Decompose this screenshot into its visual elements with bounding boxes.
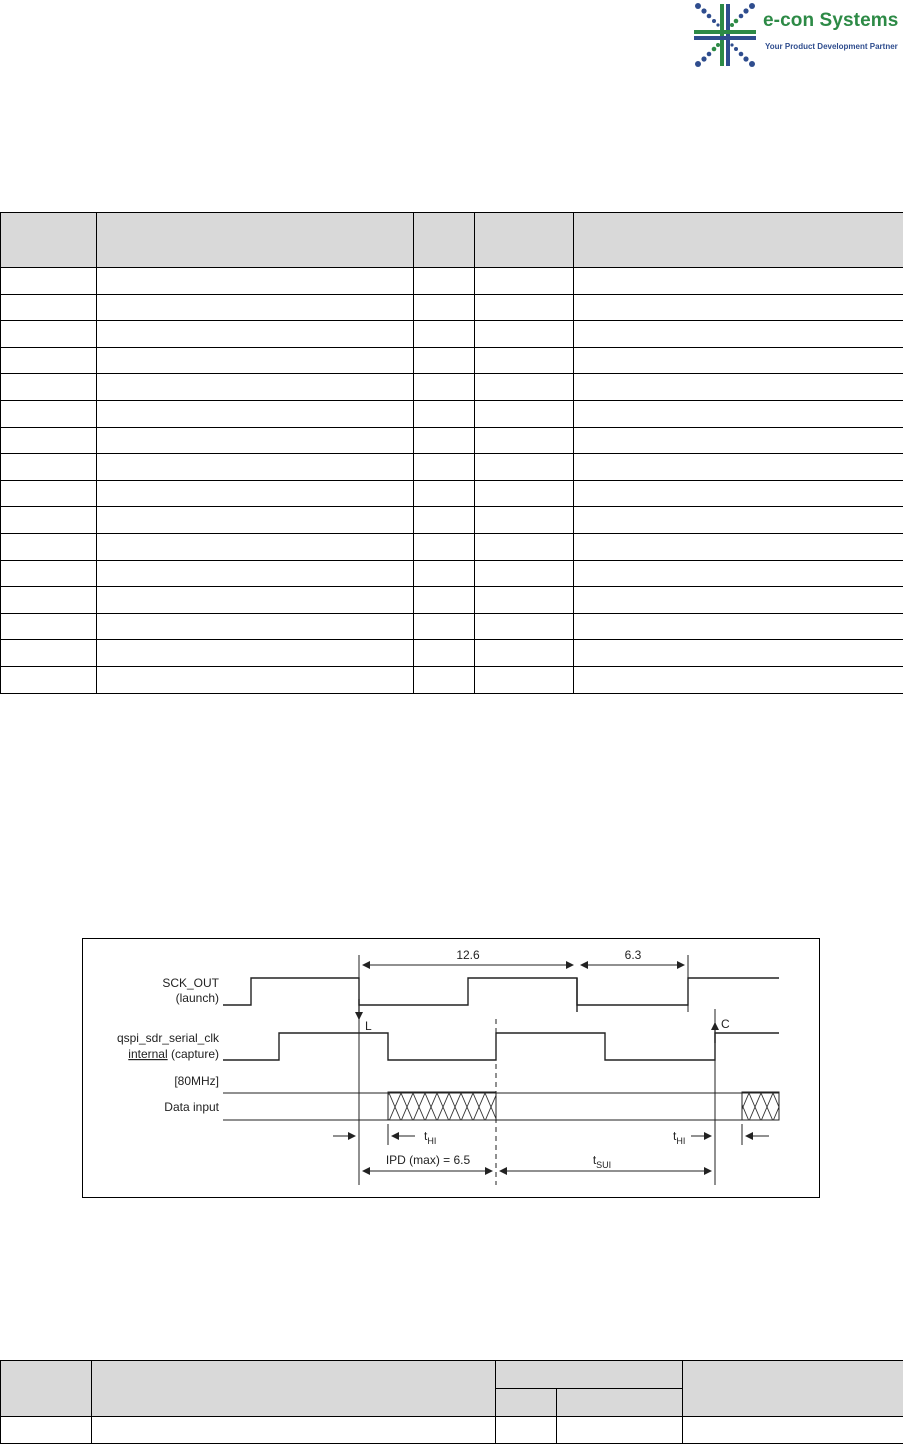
table1-cell [414,587,475,614]
table1-cell [1,321,97,348]
tsui-sub: SUI [596,1160,612,1170]
table1-row [1,640,903,667]
table1-cell [414,533,475,560]
table1-row [1,268,903,295]
table2-cell [92,1417,496,1444]
table1-cell [574,666,903,693]
table1-cell [1,480,97,507]
table1-row [1,533,903,560]
table1-cell [1,640,97,667]
table1-row [1,587,903,614]
table1-cell [1,427,97,454]
table1-cell [97,427,414,454]
table1-row [1,507,903,534]
table1-cell [414,268,475,295]
table1-cell [475,374,574,401]
thi-1-sub: HI [427,1136,437,1146]
table1-cell [414,294,475,321]
table1-cell [475,321,574,348]
table1-cell [1,666,97,693]
table2-row [1,1417,903,1444]
tsui-label [593,1153,611,1170]
table1-row [1,374,903,401]
table1-cell [97,268,414,295]
table1-cell [97,321,414,348]
table1-cell [574,587,903,614]
table1-cell [475,507,574,534]
table2-header-cell [92,1361,496,1417]
table1-cell [475,666,574,693]
table1-cell [475,640,574,667]
table1-row [1,400,903,427]
table1-header-cell [1,213,97,268]
table1-cell [1,374,97,401]
logo-mark-icon [692,2,758,68]
sck-out-waveform [223,978,779,1005]
internal-clk-sublabel [128,1047,219,1061]
table2-header-group-cell [496,1361,683,1389]
table1-cell [574,560,903,587]
timing-diagram [82,938,820,1198]
data-valid-window-2 [742,1092,779,1120]
table1-row [1,666,903,693]
tsui-main: t [592,1153,597,1167]
internal-clk-waveform [223,1033,779,1060]
table1-row [1,347,903,374]
thi-2-label [673,1129,685,1146]
table2-header-cell [1,1361,92,1417]
table2-subheader-cell [496,1389,557,1417]
table1-header-cell [97,213,414,268]
table1-cell [574,640,903,667]
table1-cell [97,507,414,534]
company-logo [692,2,903,68]
table1-cell [97,640,414,667]
table1-cell [1,400,97,427]
table1-cell [574,533,903,560]
table1-cell [574,427,903,454]
table1-cell [574,347,903,374]
table1-cell [97,347,414,374]
internal-clk-label: qspi_sdr_serial_clk [116,1031,219,1045]
table1-cell [414,480,475,507]
table2-subheader-cell [557,1389,683,1417]
table1-cell [414,427,475,454]
table1-cell [574,321,903,348]
half-label: 6.3 [624,948,642,962]
table1-cell [475,427,574,454]
table1-cell [1,454,97,481]
period-label: 12.6 [456,948,480,962]
table1-cell [414,560,475,587]
table1-cell [475,613,574,640]
table1-cell [1,347,97,374]
table1-row [1,560,903,587]
ipd-label: IPD (max) = 6.5 [385,1153,471,1167]
freq-label: [80MHz] [174,1074,219,1088]
table1-cell [1,294,97,321]
timing-diagram-svg [83,939,821,1199]
table1-cell [475,454,574,481]
table1-cell [574,507,903,534]
table1-row [1,454,903,481]
pin-table [0,212,903,694]
table1-cell [475,294,574,321]
table1-cell [97,666,414,693]
table1-cell [414,666,475,693]
table1-cell [475,480,574,507]
table1-header-cell [414,213,475,268]
table1-cell [475,268,574,295]
table1-cell [475,560,574,587]
launch-marker: L [365,1019,372,1033]
table1-cell [97,400,414,427]
table1-cell [475,400,574,427]
table1-cell [1,613,97,640]
table2-cell [683,1417,903,1444]
table2-header-cell [683,1361,903,1417]
table1-cell [414,454,475,481]
table2-cell [1,1417,92,1444]
table1-cell [97,560,414,587]
capture-text: (capture) [167,1047,219,1061]
thi-2-sub: HI [676,1136,686,1146]
company-tagline: Your Product Development Partner [765,42,898,51]
sck-out-label: SCK_OUT [162,976,219,990]
table1-cell [414,347,475,374]
table1-cell [475,533,574,560]
table1-header-cell [574,213,903,268]
table1-cell [414,613,475,640]
table1-cell [414,400,475,427]
table1-cell [574,613,903,640]
table1-row [1,294,903,321]
table1-cell [97,533,414,560]
internal-underlined: internal [128,1047,168,1061]
table1-cell [574,374,903,401]
sck-out-sublabel: (launch) [175,991,219,1005]
table1-cell [97,480,414,507]
table1-cell [97,294,414,321]
table1-cell [414,374,475,401]
table1-cell [475,587,574,614]
timing-table [0,1360,903,1444]
data-input-label: Data input [164,1100,219,1114]
table1-row [1,480,903,507]
table1-cell [97,374,414,401]
table1-cell [1,533,97,560]
table2-cell [496,1417,557,1444]
table1-cell [97,454,414,481]
table1-cell [574,480,903,507]
table1-cell [1,560,97,587]
table1-row [1,427,903,454]
table1-cell [574,400,903,427]
table1-header-row [1,213,903,268]
table1-cell [414,640,475,667]
thi-2-main: t [673,1129,677,1143]
table1-cell [1,268,97,295]
table1-cell [414,321,475,348]
capture-marker: C [721,1017,730,1031]
table1-cell [1,507,97,534]
table1-cell [97,587,414,614]
table1-row [1,321,903,348]
data-valid-window-1 [388,1092,496,1120]
table1-row [1,613,903,640]
table1-header-cell [475,213,574,268]
table1-cell [1,587,97,614]
table2-header-row-1 [1,1361,903,1389]
thi-1-main: t [424,1129,428,1143]
table1-cell [414,507,475,534]
table1-cell [574,268,903,295]
table1-cell [475,347,574,374]
table2-cell [557,1417,683,1444]
table1-cell [574,454,903,481]
table1-cell [574,294,903,321]
table1-cell [97,613,414,640]
thi-1-label [424,1129,436,1146]
company-name: e-con Systems [763,10,899,31]
